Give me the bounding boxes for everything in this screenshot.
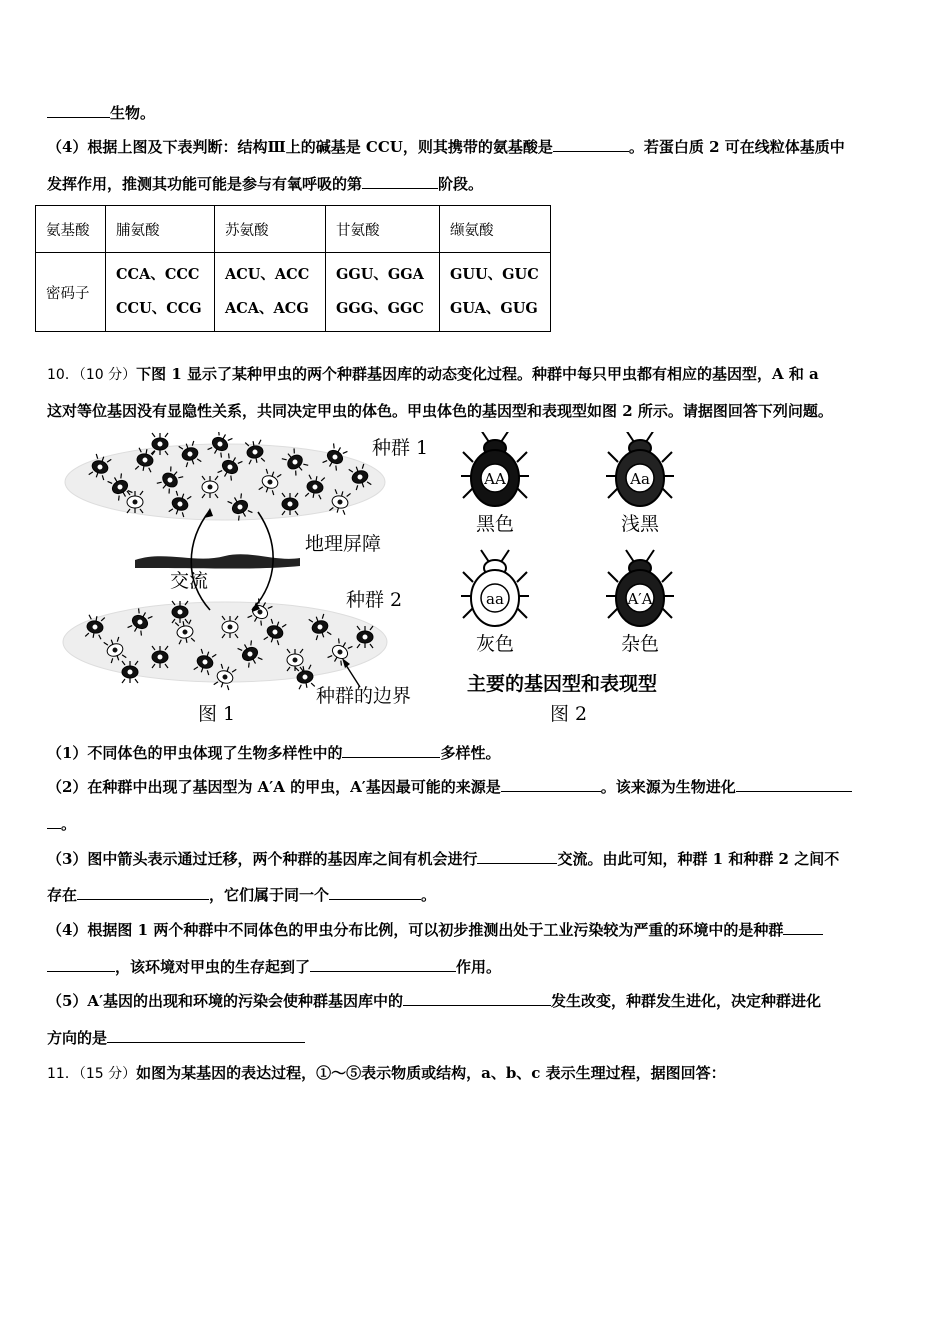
population-1-label: 种群 1 <box>372 437 429 459</box>
answer-blank[interactable] <box>501 777 601 792</box>
table-cell: 脯氨酸 <box>106 206 215 253</box>
q10-subq1: （1）不同体色的甲虫体现了生物多样性中的 多样性。 <box>47 744 501 762</box>
beetle-icon <box>202 476 218 498</box>
genotype-beetle <box>606 432 674 535</box>
answer-blank[interactable] <box>477 849 557 864</box>
answer-blank[interactable] <box>47 814 61 829</box>
beetle-icon <box>287 649 303 671</box>
answer-blank[interactable] <box>553 137 629 152</box>
answer-blank[interactable] <box>783 920 823 935</box>
genotype-beetle <box>606 550 674 655</box>
table-cell: 苏氨酸 <box>215 206 326 253</box>
answer-blank[interactable] <box>77 885 209 900</box>
beetle-icon <box>222 616 238 638</box>
figure-2-subtitle: 主要的基因型和表现型 <box>467 673 658 695</box>
table-cell: GUU、GUC GUA、GUG <box>440 253 551 332</box>
table-cell: 氨基酸 <box>36 206 106 253</box>
table-cell: 密码子 <box>36 253 106 332</box>
beetle-icon <box>152 646 168 668</box>
q9-line-organism: 生物。 <box>47 103 906 123</box>
beetle-icon <box>282 493 298 515</box>
phenotype-label: 浅黑 <box>620 513 660 535</box>
geographic-barrier-shape <box>135 554 300 568</box>
phenotype-label: 黑色 <box>475 513 515 535</box>
answer-blank[interactable] <box>342 743 440 758</box>
figure-2 <box>455 432 705 732</box>
genotype-beetles <box>461 432 674 655</box>
table-cell: 缬氨酸 <box>440 206 551 253</box>
genotype-label: Aa <box>630 470 650 488</box>
answer-blank[interactable] <box>736 777 852 792</box>
figure-1-caption: 图 1 <box>198 703 236 725</box>
table-cell: CCA、CCC CCU、CCG <box>106 253 215 332</box>
q10-subq3: （3）图中箭头表示通过迁移，两个种群的基因库之间有机会进行 交流。由此可知，种群 1 和种群 2 之间不 <box>47 850 840 868</box>
genotype-label: A′A <box>627 590 653 608</box>
genotype-label: AA <box>484 470 506 488</box>
answer-blank[interactable] <box>47 103 110 118</box>
beetle-icon <box>127 491 143 513</box>
genotype-label: aa <box>486 590 504 608</box>
q11-intro: 11．（15 分）如图为某基因的表达过程，①～⑤表示物质或结构，a、b、c 表示生理过程，据图回答： <box>47 1064 726 1082</box>
answer-blank[interactable] <box>329 885 421 900</box>
q10-subq5: （5）A′基因的出现和环境的污染会使种群基因库中的 发生改变，种群发生进化，决定种群进化 <box>47 992 822 1010</box>
q10-intro-line1: 10．（10 分）下图 1 显示了某种甲虫的两个种群基因库的动态变化过程。种群中每只甲虫都有相应的基因型，A 和 a <box>47 365 819 383</box>
answer-blank[interactable] <box>47 957 115 972</box>
q10-subq4: （4）根据图 1 两个种群中不同体色的甲虫分布比例，可以初步推测出处于工业污染较为严重的环境中的是种群 <box>47 920 906 940</box>
phenotype-label: 灰色 <box>475 633 515 655</box>
answer-blank[interactable] <box>310 957 456 972</box>
genotype-beetle <box>461 432 529 535</box>
answer-blank[interactable] <box>362 174 438 189</box>
codon-table <box>35 205 551 332</box>
table-cell: 甘氨酸 <box>326 206 440 253</box>
beetle-icon <box>357 626 373 648</box>
q10-subq2: （2）在种群中出现了基因型为 A′A 的甲虫，A′基因最可能的来源是 。该来源为生物进化 <box>47 777 906 797</box>
q10-subq5-cont: 方向的是 <box>47 1028 906 1048</box>
figure-1 <box>60 432 450 732</box>
boundary-label: 种群的边界 <box>316 685 412 707</box>
geographic-barrier-label: 地理屏障 <box>305 533 382 555</box>
q10-subq2-cont: 。 <box>47 814 906 834</box>
codon-table-header <box>36 206 551 253</box>
answer-blank[interactable] <box>107 1028 305 1043</box>
phenotype-label: 杂色 <box>620 633 660 655</box>
genotype-beetle <box>461 550 529 655</box>
gene-flow-label: 交流 <box>170 570 209 592</box>
beetle-icon <box>172 601 188 623</box>
q10-subq4-cont: ，该环境对甲虫的生存起到了 作用。 <box>47 957 906 977</box>
codon-table-row <box>36 253 551 332</box>
q10-intro-line2: 这对等位基因没有显隐性关系，共同决定甲虫的体色。甲虫体色的基因型和表现型如图 2 所示。请据图回答下列问题。 <box>47 402 833 420</box>
q10-subq3-cont: 存在 ，它们属于同一个 。 <box>47 886 437 904</box>
table-cell: ACU、ACC ACA、ACG <box>215 253 326 332</box>
q9-subq4-line1: （4）根据上图及下表判断：结构Ⅲ上的碱基是 CCU，则其携带的氨基酸是 。若蛋白质 2 可在线粒体基质中 <box>47 138 845 156</box>
beetle-icon <box>122 661 138 683</box>
population-2-label: 种群 2 <box>346 589 403 611</box>
table-cell: GGU、GGA GGG、GGC <box>326 253 440 332</box>
beetle-icon <box>152 433 168 455</box>
figure-2-caption: 图 2 <box>550 703 588 725</box>
answer-blank[interactable] <box>403 991 551 1006</box>
q9-subq4-line2: 发挥作用，推测其功能可能是参与有氧呼吸的第 阶段。 <box>47 175 484 193</box>
